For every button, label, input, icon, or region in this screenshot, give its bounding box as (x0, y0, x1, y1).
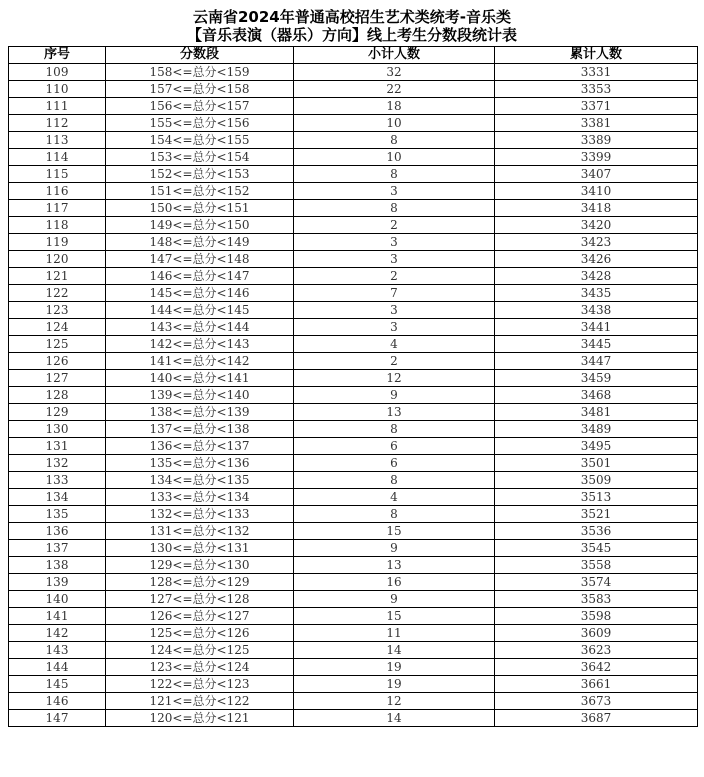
cell-cumulative-count: 3420 (495, 217, 698, 234)
table-row (9, 693, 698, 710)
cell-subtotal-count: 8 (294, 132, 495, 149)
cell-score-range: 120<=总分<121 (106, 710, 294, 727)
cell-subtotal-count: 15 (294, 523, 495, 540)
table-row (9, 183, 698, 200)
cell-serial-number: 128 (9, 387, 106, 404)
cell-subtotal-count: 19 (294, 659, 495, 676)
table-row (9, 608, 698, 625)
cell-cumulative-count: 3381 (495, 115, 698, 132)
table-row (9, 710, 698, 727)
cell-subtotal-count: 8 (294, 166, 495, 183)
cell-subtotal-count: 13 (294, 557, 495, 574)
cell-cumulative-count: 3426 (495, 251, 698, 268)
cell-score-range: 129<=总分<130 (106, 557, 294, 574)
cell-serial-number: 143 (9, 642, 106, 659)
table-row (9, 540, 698, 557)
cell-score-range: 150<=总分<151 (106, 200, 294, 217)
cell-score-range: 140<=总分<141 (106, 370, 294, 387)
cell-subtotal-count: 14 (294, 710, 495, 727)
table-row (9, 489, 698, 506)
cell-serial-number: 126 (9, 353, 106, 370)
cell-subtotal-count: 8 (294, 506, 495, 523)
cell-serial-number: 131 (9, 438, 106, 455)
cell-score-range: 145<=总分<146 (106, 285, 294, 302)
cell-serial-number: 136 (9, 523, 106, 540)
cell-subtotal-count: 8 (294, 421, 495, 438)
header-score-range: 分数段 (106, 47, 294, 64)
cell-serial-number: 113 (9, 132, 106, 149)
cell-subtotal-count: 3 (294, 302, 495, 319)
cell-score-range: 122<=总分<123 (106, 676, 294, 693)
table-row (9, 217, 698, 234)
cell-serial-number: 119 (9, 234, 106, 251)
cell-serial-number: 146 (9, 693, 106, 710)
cell-serial-number: 132 (9, 455, 106, 472)
cell-subtotal-count: 22 (294, 81, 495, 98)
cell-subtotal-count: 16 (294, 574, 495, 591)
cell-score-range: 125<=总分<126 (106, 625, 294, 642)
cell-serial-number: 110 (9, 81, 106, 98)
cell-subtotal-count: 15 (294, 608, 495, 625)
header-subtotal-count: 小计人数 (294, 47, 495, 64)
cell-serial-number: 139 (9, 574, 106, 591)
cell-score-range: 133<=总分<134 (106, 489, 294, 506)
cell-score-range: 126<=总分<127 (106, 608, 294, 625)
table-row (9, 64, 698, 81)
cell-score-range: 157<=总分<158 (106, 81, 294, 98)
cell-cumulative-count: 3513 (495, 489, 698, 506)
cell-score-range: 144<=总分<145 (106, 302, 294, 319)
cell-serial-number: 117 (9, 200, 106, 217)
table-row (9, 642, 698, 659)
cell-cumulative-count: 3489 (495, 421, 698, 438)
cell-subtotal-count: 4 (294, 489, 495, 506)
score-distribution-table (8, 46, 698, 727)
cell-subtotal-count: 10 (294, 149, 495, 166)
cell-score-range: 138<=总分<139 (106, 404, 294, 421)
cell-cumulative-count: 3389 (495, 132, 698, 149)
table-header-row (9, 47, 698, 64)
table-row (9, 132, 698, 149)
cell-subtotal-count: 14 (294, 642, 495, 659)
table-row (9, 336, 698, 353)
cell-subtotal-count: 2 (294, 353, 495, 370)
cell-cumulative-count: 3536 (495, 523, 698, 540)
cell-cumulative-count: 3438 (495, 302, 698, 319)
cell-cumulative-count: 3687 (495, 710, 698, 727)
cell-serial-number: 116 (9, 183, 106, 200)
table-row (9, 251, 698, 268)
cell-serial-number: 147 (9, 710, 106, 727)
table-row (9, 166, 698, 183)
table-body (9, 64, 698, 727)
cell-score-range: 123<=总分<124 (106, 659, 294, 676)
cell-cumulative-count: 3441 (495, 319, 698, 336)
cell-subtotal-count: 7 (294, 285, 495, 302)
cell-serial-number: 141 (9, 608, 106, 625)
cell-score-range: 148<=总分<149 (106, 234, 294, 251)
cell-cumulative-count: 3423 (495, 234, 698, 251)
cell-cumulative-count: 3583 (495, 591, 698, 608)
cell-score-range: 128<=总分<129 (106, 574, 294, 591)
cell-subtotal-count: 12 (294, 693, 495, 710)
cell-serial-number: 109 (9, 64, 106, 81)
cell-score-range: 158<=总分<159 (106, 64, 294, 81)
cell-score-range: 127<=总分<128 (106, 591, 294, 608)
table-row (9, 319, 698, 336)
cell-serial-number: 122 (9, 285, 106, 302)
cell-score-range: 156<=总分<157 (106, 98, 294, 115)
cell-cumulative-count: 3371 (495, 98, 698, 115)
cell-cumulative-count: 3447 (495, 353, 698, 370)
cell-serial-number: 127 (9, 370, 106, 387)
cell-subtotal-count: 3 (294, 251, 495, 268)
cell-serial-number: 121 (9, 268, 106, 285)
cell-score-range: 153<=总分<154 (106, 149, 294, 166)
cell-cumulative-count: 3353 (495, 81, 698, 98)
cell-subtotal-count: 19 (294, 676, 495, 693)
cell-cumulative-count: 3410 (495, 183, 698, 200)
cell-subtotal-count: 12 (294, 370, 495, 387)
cell-subtotal-count: 18 (294, 98, 495, 115)
cell-subtotal-count: 8 (294, 200, 495, 217)
cell-serial-number: 118 (9, 217, 106, 234)
table-row (9, 455, 698, 472)
cell-serial-number: 129 (9, 404, 106, 421)
table-row (9, 676, 698, 693)
cell-cumulative-count: 3468 (495, 387, 698, 404)
cell-score-range: 152<=总分<153 (106, 166, 294, 183)
cell-score-range: 141<=总分<142 (106, 353, 294, 370)
page-title: 云南省2024年普通高校招生艺术类统考-音乐类 (193, 8, 511, 26)
cell-score-range: 134<=总分<135 (106, 472, 294, 489)
cell-subtotal-count: 3 (294, 234, 495, 251)
cell-subtotal-count: 8 (294, 472, 495, 489)
cell-score-range: 139<=总分<140 (106, 387, 294, 404)
cell-cumulative-count: 3598 (495, 608, 698, 625)
cell-serial-number: 134 (9, 489, 106, 506)
cell-serial-number: 142 (9, 625, 106, 642)
cell-score-range: 142<=总分<143 (106, 336, 294, 353)
table-row (9, 234, 698, 251)
table-row (9, 149, 698, 166)
table-row (9, 268, 698, 285)
cell-subtotal-count: 9 (294, 540, 495, 557)
table-row (9, 302, 698, 319)
table-row (9, 387, 698, 404)
table-row (9, 625, 698, 642)
cell-serial-number: 130 (9, 421, 106, 438)
cell-subtotal-count: 32 (294, 64, 495, 81)
cell-cumulative-count: 3428 (495, 268, 698, 285)
cell-serial-number: 135 (9, 506, 106, 523)
cell-score-range: 155<=总分<156 (106, 115, 294, 132)
cell-cumulative-count: 3673 (495, 693, 698, 710)
cell-score-range: 154<=总分<155 (106, 132, 294, 149)
cell-serial-number: 125 (9, 336, 106, 353)
header-serial-number: 序号 (9, 47, 106, 64)
cell-cumulative-count: 3545 (495, 540, 698, 557)
cell-cumulative-count: 3399 (495, 149, 698, 166)
cell-serial-number: 111 (9, 98, 106, 115)
cell-cumulative-count: 3445 (495, 336, 698, 353)
document-header (0, 0, 704, 45)
cell-subtotal-count: 10 (294, 115, 495, 132)
cell-cumulative-count: 3331 (495, 64, 698, 81)
cell-score-range: 132<=总分<133 (106, 506, 294, 523)
cell-score-range: 121<=总分<122 (106, 693, 294, 710)
page-subtitle: 【音乐表演（器乐）方向】线上考生分数段统计表 (186, 26, 517, 44)
table-row (9, 472, 698, 489)
cell-serial-number: 138 (9, 557, 106, 574)
cell-subtotal-count: 3 (294, 183, 495, 200)
table-row (9, 200, 698, 217)
cell-serial-number: 140 (9, 591, 106, 608)
table-row (9, 421, 698, 438)
cell-score-range: 151<=总分<152 (106, 183, 294, 200)
table-row (9, 98, 698, 115)
cell-score-range: 131<=总分<132 (106, 523, 294, 540)
cell-cumulative-count: 3521 (495, 506, 698, 523)
cell-cumulative-count: 3642 (495, 659, 698, 676)
cell-serial-number: 115 (9, 166, 106, 183)
table-row (9, 370, 698, 387)
cell-score-range: 143<=总分<144 (106, 319, 294, 336)
cell-subtotal-count: 9 (294, 591, 495, 608)
cell-cumulative-count: 3574 (495, 574, 698, 591)
cell-score-range: 135<=总分<136 (106, 455, 294, 472)
table-row (9, 557, 698, 574)
cell-serial-number: 145 (9, 676, 106, 693)
cell-serial-number: 144 (9, 659, 106, 676)
cell-score-range: 149<=总分<150 (106, 217, 294, 234)
table-row (9, 523, 698, 540)
cell-score-range: 147<=总分<148 (106, 251, 294, 268)
cell-serial-number: 137 (9, 540, 106, 557)
table-row (9, 506, 698, 523)
cell-score-range: 124<=总分<125 (106, 642, 294, 659)
cell-serial-number: 133 (9, 472, 106, 489)
cell-cumulative-count: 3501 (495, 455, 698, 472)
table-row (9, 574, 698, 591)
cell-cumulative-count: 3623 (495, 642, 698, 659)
cell-subtotal-count: 6 (294, 455, 495, 472)
cell-subtotal-count: 6 (294, 438, 495, 455)
cell-subtotal-count: 2 (294, 268, 495, 285)
table-row (9, 404, 698, 421)
cell-serial-number: 114 (9, 149, 106, 166)
table-row (9, 81, 698, 98)
table-row (9, 115, 698, 132)
cell-serial-number: 112 (9, 115, 106, 132)
table-row (9, 659, 698, 676)
table-row (9, 438, 698, 455)
cell-score-range: 146<=总分<147 (106, 268, 294, 285)
header-cumulative-count: 累计人数 (495, 47, 698, 64)
cell-cumulative-count: 3558 (495, 557, 698, 574)
cell-cumulative-count: 3495 (495, 438, 698, 455)
cell-cumulative-count: 3609 (495, 625, 698, 642)
cell-subtotal-count: 9 (294, 387, 495, 404)
cell-cumulative-count: 3435 (495, 285, 698, 302)
cell-subtotal-count: 3 (294, 319, 495, 336)
cell-cumulative-count: 3509 (495, 472, 698, 489)
cell-cumulative-count: 3407 (495, 166, 698, 183)
cell-serial-number: 123 (9, 302, 106, 319)
cell-subtotal-count: 2 (294, 217, 495, 234)
cell-subtotal-count: 11 (294, 625, 495, 642)
cell-score-range: 136<=总分<137 (106, 438, 294, 455)
cell-cumulative-count: 3459 (495, 370, 698, 387)
cell-subtotal-count: 13 (294, 404, 495, 421)
cell-score-range: 137<=总分<138 (106, 421, 294, 438)
table-row (9, 591, 698, 608)
table-row (9, 285, 698, 302)
cell-score-range: 130<=总分<131 (106, 540, 294, 557)
cell-subtotal-count: 4 (294, 336, 495, 353)
cell-serial-number: 120 (9, 251, 106, 268)
cell-cumulative-count: 3418 (495, 200, 698, 217)
cell-serial-number: 124 (9, 319, 106, 336)
cell-cumulative-count: 3661 (495, 676, 698, 693)
cell-cumulative-count: 3481 (495, 404, 698, 421)
table-row (9, 353, 698, 370)
